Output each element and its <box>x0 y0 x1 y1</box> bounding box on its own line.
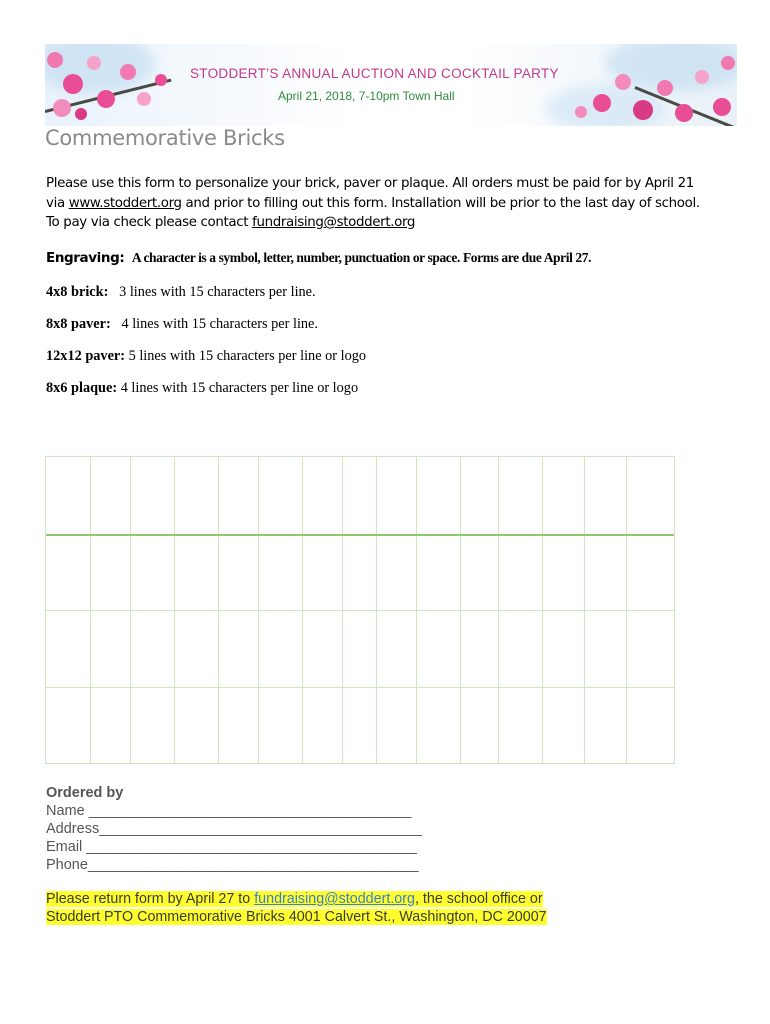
spec-text: 4 lines with 15 characters per line or logo <box>120 380 359 396</box>
blossom-icon <box>47 52 63 68</box>
blossom-icon <box>63 74 83 94</box>
return-instructions <box>46 890 547 926</box>
spec-12x12-paver <box>46 348 366 365</box>
blossom-icon <box>155 74 167 86</box>
blossom-icon <box>137 92 151 106</box>
email-link[interactable]: fundraising@stoddert.org <box>252 215 416 230</box>
blossom-icon <box>713 98 731 116</box>
event-banner <box>45 44 737 126</box>
spec-label: 8x8 paver: <box>46 316 111 332</box>
grid-row-line <box>46 534 674 536</box>
blossom-icon <box>615 74 631 90</box>
spec-label: 8x6 plaque: <box>46 380 118 396</box>
email-field[interactable]: Email _________________________________________ <box>46 839 417 855</box>
page-title: Commemorative Bricks <box>45 126 285 150</box>
footer-line-1 <box>46 891 543 907</box>
spec-label: 12x12 paver: <box>46 348 126 364</box>
spec-8x8-paver <box>46 316 318 333</box>
intro-line-2 <box>46 194 746 214</box>
intro-line-1: Please use this form to personalize your brick, paver or plaque. All orders must be paid for by April 21 <box>46 176 694 191</box>
blossom-icon <box>675 104 693 122</box>
spec-text: 3 lines with 15 characters per line. <box>119 284 316 300</box>
intro-text: and prior to filling out this form. Installation will be prior to the last day of school. <box>181 195 700 211</box>
blossom-icon <box>75 108 87 120</box>
blossom-icon <box>657 80 673 96</box>
spec-4x8-brick <box>46 284 316 301</box>
blossom-icon <box>53 99 71 117</box>
footer-text: Please return form by April 27 to <box>46 891 255 907</box>
blossom-icon <box>120 64 136 80</box>
footer-line-2: Stoddert PTO Commemorative Bricks 4001 Calvert St., Washington, DC 20007 <box>46 909 547 925</box>
spec-text: 4 lines with 15 characters per line. <box>121 316 318 332</box>
blossom-icon <box>593 94 611 112</box>
blossom-icon <box>97 90 115 108</box>
intro-paragraph <box>46 174 746 233</box>
blossom-icon <box>633 100 653 120</box>
blossom-icon <box>695 70 709 84</box>
ordered-by-section <box>46 784 422 874</box>
grid-row-line <box>46 610 674 611</box>
name-field[interactable]: Name ________________________________________ <box>46 803 412 819</box>
phone-field[interactable]: Phone_________________________________________ <box>46 857 419 873</box>
grid-row-line <box>46 687 674 688</box>
blossom-icon <box>87 56 101 70</box>
ordered-by-title: Ordered by <box>46 785 124 801</box>
banner-title: STODDERT’S ANNUAL AUCTION AND COCKTAIL PARTY <box>190 66 559 81</box>
engraving-text: A character is a symbol, letter, number, punctuation or space. Forms are due April 27. <box>131 250 592 265</box>
footer-text: , the school office or <box>414 891 543 907</box>
blossom-icon <box>721 56 735 70</box>
banner-subtitle: April 21, 2018, 7-10pm Town Hall <box>278 89 455 103</box>
engraving-grid[interactable] <box>45 456 675 764</box>
intro-text: via <box>46 195 69 211</box>
website-link[interactable]: www.stoddert.org <box>68 195 182 211</box>
spec-8x6-plaque <box>46 380 358 397</box>
address-field[interactable]: Address________________________________________ <box>46 821 422 837</box>
intro-line-3 <box>46 213 746 233</box>
footer-email-link[interactable]: fundraising@stoddert.org <box>254 891 415 907</box>
intro-text: To pay via check please contact <box>46 215 253 230</box>
engraving-note <box>46 250 591 266</box>
spec-label: 4x8 brick: <box>46 284 109 300</box>
spec-text: 5 lines with 15 characters per line or logo <box>128 348 367 364</box>
blossom-icon <box>575 106 587 118</box>
engraving-label: Engraving: <box>46 250 125 266</box>
